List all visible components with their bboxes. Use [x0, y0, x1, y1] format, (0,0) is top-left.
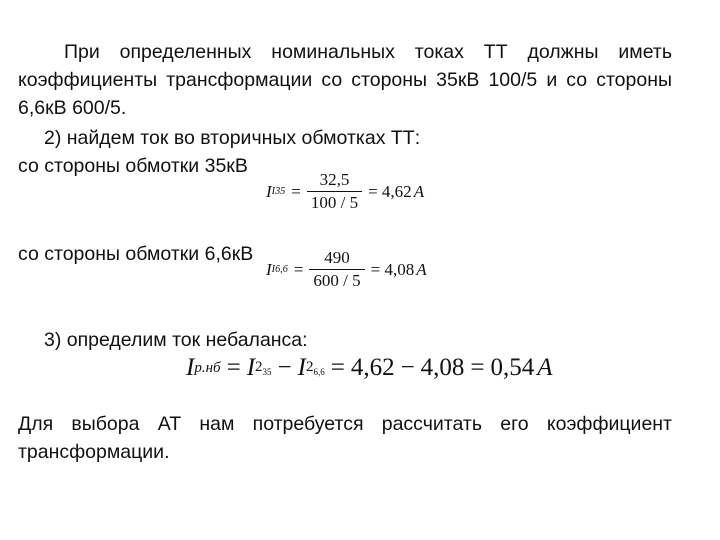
- unbalance-equals-3: =: [470, 354, 485, 381]
- formula-66-denominator: 600 / 5: [309, 269, 364, 291]
- step3-heading: 3) определим ток небаланса:: [44, 329, 308, 351]
- unbalance-minus-2: −: [400, 354, 415, 381]
- formula-66-symbol: I: [266, 259, 272, 279]
- unbalance-minus-1: −: [277, 354, 292, 381]
- unbalance-equals-2: =: [330, 354, 345, 381]
- unbalance-term1-symbol: I: [246, 354, 256, 381]
- formula-66: [266, 248, 427, 291]
- formula-66-numerator: 490: [324, 248, 350, 267]
- unbalance-term2-subscript: 2: [305, 358, 314, 375]
- formula-35-equals: =: [291, 181, 301, 201]
- unbalance-term1-subscript: 2: [255, 358, 263, 375]
- unbalance-value-b: 4,08: [420, 354, 465, 381]
- formula-35-result: = 4,62: [368, 181, 412, 201]
- formula-66-subscript: I6,6: [271, 264, 288, 275]
- formula-unbalance: [186, 354, 553, 382]
- side-66-label: со стороны обмотки 6,6кВ: [18, 243, 254, 265]
- formula-66-fraction: [309, 248, 364, 291]
- unbalance-unit: A: [537, 354, 553, 381]
- unbalance-term1-subsub: 35: [262, 367, 272, 378]
- formula-66-result: = 4,08: [370, 259, 415, 279]
- formula-35-subscript: I35: [271, 186, 286, 197]
- step2-heading: 2) найдем ток во вторичных обмотках ТТ:: [44, 127, 421, 149]
- unbalance-term2-subsub: 6,6: [313, 367, 325, 378]
- side-35-label: со стороны обмотки 35кВ: [18, 155, 248, 177]
- unbalance-equals-1: =: [226, 354, 241, 381]
- formula-35: [266, 170, 424, 213]
- unbalance-term2-symbol: I: [297, 354, 306, 381]
- intro-paragraph: При определенных номинальных токах ТТ должны иметь коэффициенты трансформации со стороны 35кВ 100/5 и со стороны 6,6кВ 600/5.: [18, 41, 672, 119]
- formula-35-symbol: I: [266, 181, 272, 201]
- formula-35-fraction: [307, 170, 362, 213]
- unbalance-value-a: 4,62: [350, 354, 395, 381]
- unbalance-symbol: I: [186, 354, 195, 381]
- formula-35-denominator: 100 / 5: [307, 191, 362, 213]
- unbalance-subscript: р.нб: [194, 359, 221, 376]
- formula-66-unit: A: [416, 259, 427, 279]
- unbalance-result: 0,54: [490, 354, 535, 381]
- formula-66-equals: =: [293, 259, 304, 279]
- formula-35-unit: A: [413, 181, 425, 201]
- formula-35-numerator: 32,5: [319, 170, 350, 189]
- conclusion-paragraph: Для выбора АТ нам потребуется рассчитать его коэффициент трансформации.: [18, 413, 672, 463]
